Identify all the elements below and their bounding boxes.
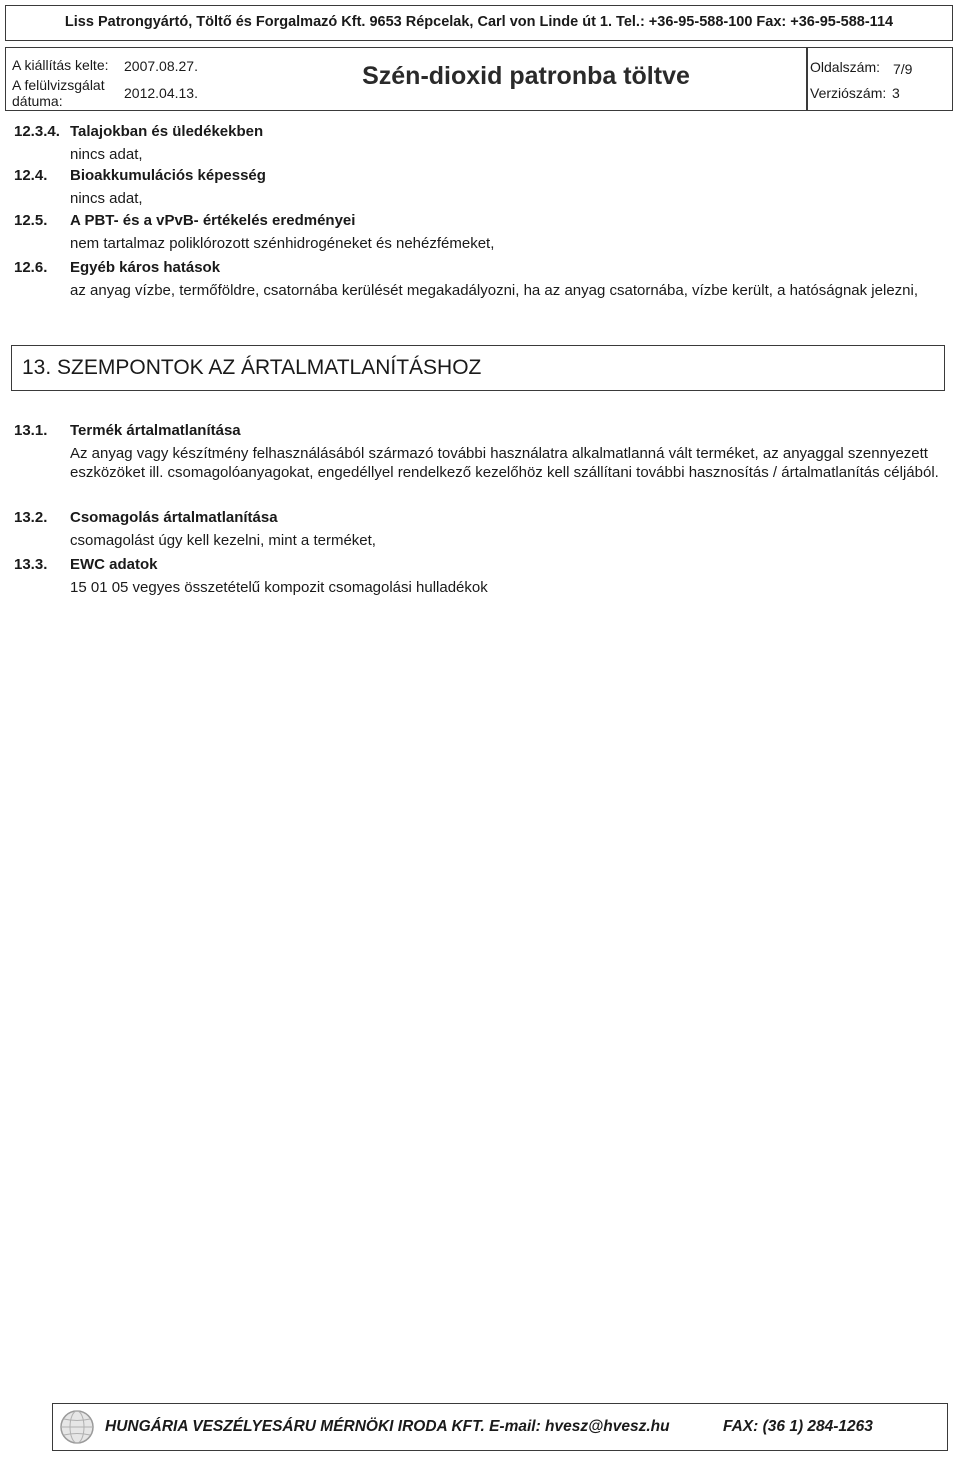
section-title: A PBT- és a vPvB- értékelés eredményei bbox=[70, 212, 356, 229]
section-12-3-4-heading bbox=[14, 122, 939, 141]
section-12-4-heading bbox=[14, 166, 939, 185]
section-text: 15 01 05 vegyes összetételű kompozit csomagolási hulladékok bbox=[70, 579, 488, 596]
section-12-3-4-body bbox=[14, 145, 939, 164]
section-number: 12.6. bbox=[14, 259, 48, 276]
page-number-label: Oldalszám: bbox=[810, 59, 881, 75]
version-number: 3 bbox=[892, 85, 900, 101]
document-title: Szén-dioxid patronba töltve bbox=[362, 62, 690, 90]
section-number: 12.3.4. bbox=[14, 123, 60, 140]
section-13-1-body bbox=[14, 444, 939, 504]
page-number: 7/9 bbox=[893, 61, 913, 77]
section-number: 13.3. bbox=[14, 556, 48, 573]
section-title: Talajokban és üledékekben bbox=[70, 123, 264, 140]
footer bbox=[52, 1403, 948, 1451]
section-13-title: 13. SZEMPONTOK AZ ÁRTALMATLANÍTÁSHOZ bbox=[11, 345, 945, 391]
section-title: Bioakkumulációs képesség bbox=[70, 167, 266, 184]
section-13-2-heading bbox=[14, 508, 939, 527]
footer-fax: FAX: (36 1) 284-1263 bbox=[723, 1418, 873, 1435]
review-date-label-line1: A felülvizsgálat bbox=[12, 77, 105, 93]
section-13-2-body bbox=[14, 531, 939, 550]
section-text: nincs adat, bbox=[70, 190, 143, 207]
section-13-1-heading bbox=[14, 421, 939, 440]
section-number: 13.2. bbox=[14, 509, 48, 526]
section-12-4-body bbox=[14, 189, 939, 208]
section-12-6-body bbox=[14, 281, 939, 321]
section-text: csomagolást úgy kell kezelni, mint a terméket, bbox=[70, 532, 376, 549]
section-text: nem tartalmaz poliklórozott szénhidrogéneket és nehézfémeket, bbox=[70, 235, 495, 252]
section-12-6-heading bbox=[14, 258, 939, 277]
section-13-3-body bbox=[14, 578, 939, 597]
section-12-5-body bbox=[14, 234, 939, 253]
globe-logo-icon bbox=[59, 1408, 95, 1446]
section-number: 12.5. bbox=[14, 212, 48, 229]
footer-company-text: HUNGÁRIA VESZÉLYESÁRU MÉRNÖKI IRODA KFT. E-mail: hvesz@hvesz.hu bbox=[105, 1418, 670, 1435]
section-title: Termék ártalmatlanítása bbox=[70, 422, 241, 439]
company-header: Liss Patrongyártó, Töltő és Forgalmazó Kft. 9653 Répcelak, Carl von Linde út 1. Tel.: +36-95-588-100 Fax: +36-95-588-114 bbox=[5, 5, 953, 41]
review-date-label-line2: dátuma: bbox=[12, 93, 63, 109]
section-text: az anyag vízbe, termőföldre, csatornába kerülését megakadályozni, ha az anyag csatornába, vízbe került, a hatóságnak jelezni, bbox=[70, 282, 918, 299]
section-12-5-heading bbox=[14, 211, 939, 230]
section-title: EWC adatok bbox=[70, 556, 158, 573]
section-text: nincs adat, bbox=[70, 146, 143, 163]
version-label: Verziószám: bbox=[810, 85, 887, 101]
issue-date-label: A kiállítás kelte: bbox=[12, 57, 109, 73]
section-title: Egyéb káros hatások bbox=[70, 259, 221, 276]
section-13-3-heading bbox=[14, 555, 939, 574]
section-title: Csomagolás ártalmatlanítása bbox=[70, 509, 278, 526]
issue-date: 2007.08.27. bbox=[124, 58, 198, 74]
section-number: 12.4. bbox=[14, 167, 48, 184]
section-text: Az anyag vagy készítmény felhasználásából származó további használatra alkalmatlanná vált terméket, az anyaggal szennyezett eszközöket ill. csomagolóanyagokat, engedéllyel rendelkező kezelőhöz kell szállítani további hasznosítás / ártalmatlanítás céljából. bbox=[70, 445, 939, 481]
section-number: 13.1. bbox=[14, 422, 48, 439]
header-divider bbox=[806, 48, 808, 110]
document-header bbox=[5, 47, 953, 111]
review-date: 2012.04.13. bbox=[124, 85, 198, 101]
